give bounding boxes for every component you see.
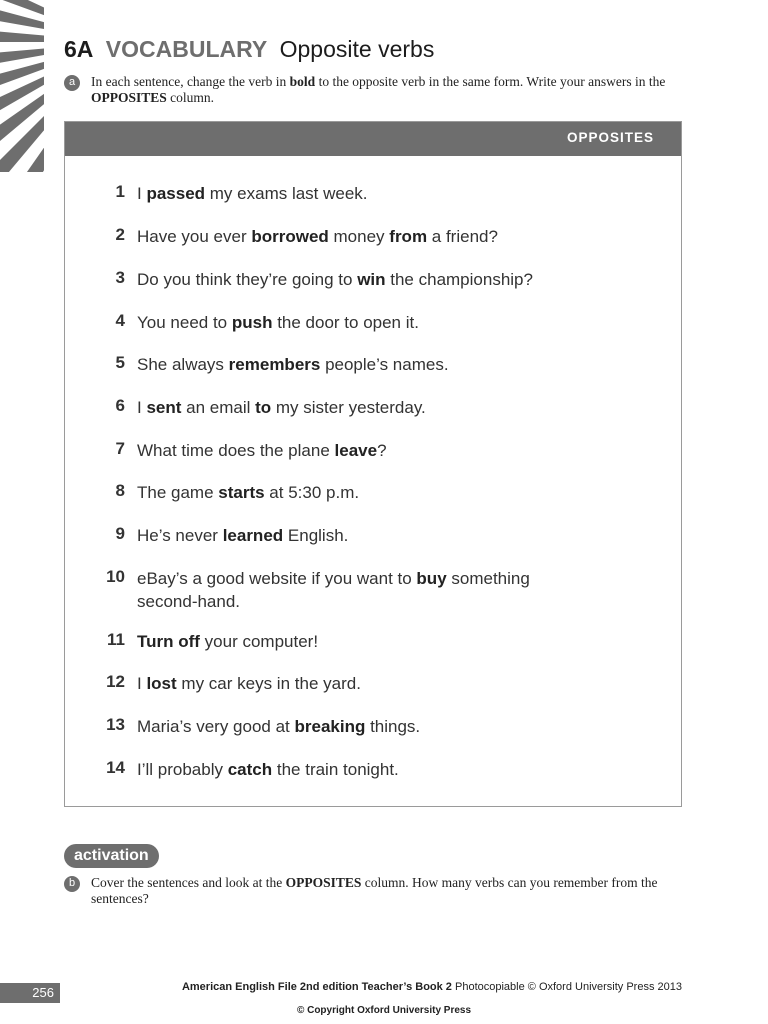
sunburst-decoration (0, 0, 44, 172)
sentence-fragment: She always (137, 355, 229, 374)
sentence-number: 2 (115, 225, 125, 244)
instruction-a-part: In each sentence, change the verb in (91, 74, 290, 89)
target-verb: breaking (294, 717, 366, 736)
instruction-b (64, 875, 664, 907)
exercise-panel (64, 121, 682, 807)
sentence-text (137, 268, 557, 291)
sentence-text (137, 439, 557, 462)
sentence-fragment: at 5:30 p.m. (264, 483, 360, 502)
sentence-fragment: my exams last week. (205, 184, 368, 203)
sentence-text (137, 672, 557, 695)
instruction-a (64, 74, 674, 106)
instruction-a-bold: bold (289, 74, 316, 89)
target-verb: leave (334, 441, 378, 460)
sentence-number: 5 (115, 353, 125, 372)
target-verb: learned (222, 526, 284, 545)
sentence-fragment: an email (181, 398, 256, 417)
sentence-text (137, 311, 557, 334)
sentence-fragment: a friend? (427, 227, 498, 246)
part-a-badge: a (64, 75, 80, 91)
sentence-fragment: Have you ever (137, 227, 252, 246)
instruction-a-part: column. (166, 90, 215, 105)
sentence-fragment: my car keys in the yard. (176, 674, 361, 693)
target-verb: buy (416, 569, 447, 588)
instruction-b-text (91, 875, 664, 907)
target-verb: catch (227, 760, 273, 779)
footer-copyright: © Copyright Oxford University Press (296, 1005, 472, 1016)
sentence-fragment: Do you think they’re going to (137, 270, 358, 289)
page-number: 256 (0, 983, 60, 1003)
sentence-number: 9 (115, 524, 125, 543)
sentence-fragment: The game (137, 483, 219, 502)
sentence-fragment: things. (365, 717, 421, 736)
title-number: 6A (64, 36, 94, 62)
instruction-b-bold: OPPOSITES (285, 875, 362, 890)
sentence-text (137, 630, 557, 653)
sentence-fragment: What time does the plane (137, 441, 335, 460)
target-verb: borrowed (251, 227, 329, 246)
opposites-column-header: OPPOSITES (566, 130, 654, 145)
target-verb: remembers (228, 355, 321, 374)
sentence-fragment: the train tonight. (272, 760, 399, 779)
sentence-fragment: people’s names. (320, 355, 449, 374)
sentence-text (137, 481, 557, 504)
sentence-number: 4 (115, 311, 125, 330)
sentence-fragment: your computer! (199, 632, 319, 651)
sentence-fragment: He’s never (137, 526, 223, 545)
title-subtitle: Opposite verbs (279, 36, 435, 62)
target-verb: lost (146, 674, 177, 693)
sentence-text (137, 396, 557, 419)
sentence-fragment: the door to open it. (272, 313, 419, 332)
instruction-a-text (91, 74, 674, 106)
instruction-a-bold: OPPOSITES (91, 90, 167, 105)
sentence-text (137, 715, 557, 738)
sentence-number: 7 (115, 439, 125, 458)
sentence-fragment: ? (377, 441, 387, 460)
target-verb: win (357, 270, 386, 289)
sentence-fragment: my sister yesterday. (271, 398, 426, 417)
sentence-number: 12 (106, 672, 125, 691)
footer-credit (182, 981, 682, 993)
sentence-text (137, 225, 557, 248)
sentence-fragment: I (137, 674, 147, 693)
footer-book: American English File 2nd edition Teacher’s Book 2 (181, 981, 452, 993)
sentence-text (137, 567, 557, 613)
sentence-fragment: English. (283, 526, 349, 545)
target-verb: push (231, 313, 273, 332)
panel-header (65, 122, 681, 156)
sentence-text (137, 182, 557, 205)
sentence-fragment: I (137, 184, 147, 203)
sentence-number: 3 (115, 268, 125, 287)
sentence-fragment: eBay’s a good website if you want to (137, 569, 417, 588)
footer-photocopiable: Photocopiable © Oxford University Press 2013 (455, 981, 682, 993)
target-verb: passed (146, 184, 206, 203)
sentence-fragment: money (328, 227, 390, 246)
instruction-b-part: column. How many verbs can you remember from the sentences? (91, 875, 658, 906)
sentence-number: 13 (106, 715, 125, 734)
page-title (64, 36, 434, 63)
sentence-fragment: I’ll probably (137, 760, 228, 779)
instruction-a-part: to the opposite verb in the same form. Write your answers in the (315, 74, 666, 89)
sentence-fragment: the championship? (385, 270, 533, 289)
target-verb: starts (218, 483, 265, 502)
title-section: VOCABULARY (105, 36, 268, 62)
activation-label: activation (64, 844, 159, 868)
target-verb: to (255, 398, 272, 417)
instruction-b-part: Cover the sentences and look at the (91, 875, 286, 890)
target-verb: sent (146, 398, 182, 417)
part-b-badge: b (64, 876, 80, 892)
sentence-fragment: something second-hand. (137, 569, 530, 611)
sentence-fragment: You need to (137, 313, 232, 332)
sentence-text (137, 353, 557, 376)
sentence-text (137, 758, 557, 781)
sentence-number: 14 (106, 758, 125, 777)
sentence-number: 8 (115, 481, 125, 500)
sentence-text (137, 524, 557, 547)
target-verb: Turn off (137, 632, 200, 651)
sentence-fragment: Maria’s very good at (137, 717, 295, 736)
sentence-number: 6 (115, 396, 125, 415)
sentence-number: 11 (107, 630, 125, 649)
sentence-number: 1 (115, 182, 125, 201)
sentence-number: 10 (106, 567, 125, 586)
sentence-fragment: I (137, 398, 147, 417)
target-verb: from (389, 227, 428, 246)
